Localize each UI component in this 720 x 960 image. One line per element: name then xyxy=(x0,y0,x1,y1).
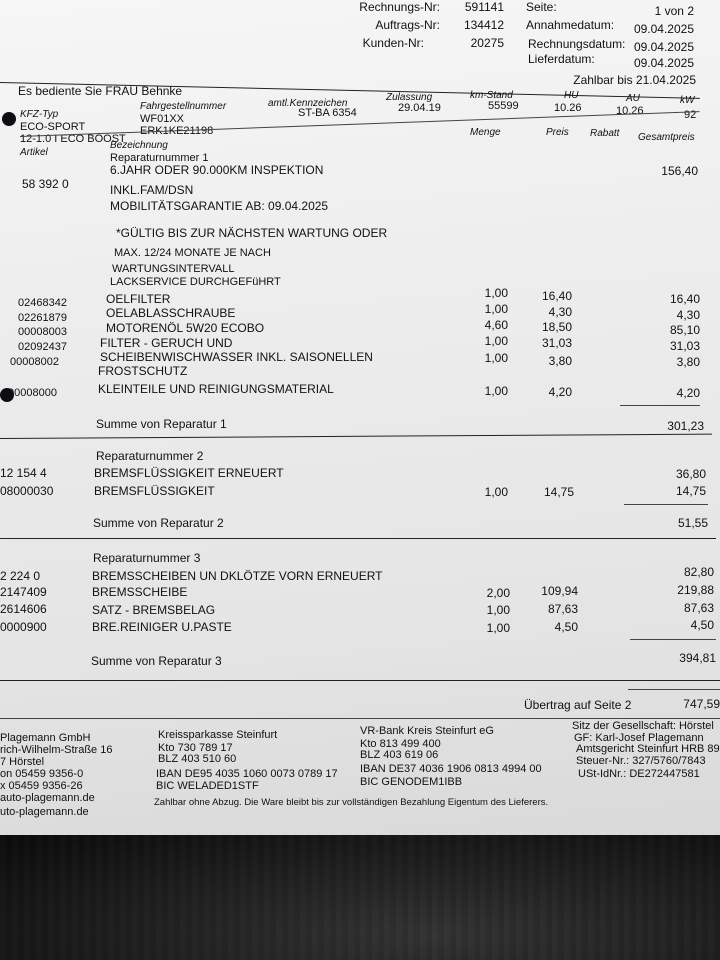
footer-line: IBAN DE37 4036 1906 0813 4994 00 xyxy=(360,763,542,775)
item-artikel: 00008000 xyxy=(8,387,57,399)
seite-value: 1 von 2 xyxy=(654,4,694,18)
section-rule xyxy=(0,434,712,439)
item-artikel: 2 224 0 xyxy=(0,569,41,583)
h-kw: kW xyxy=(680,95,695,106)
item-desc: KLEINTEILE UND REINIGUNGSMATERIAL xyxy=(98,382,334,396)
kennzeichen: ST-BA 6354 xyxy=(298,107,357,119)
footer-line: uto-plagemann.de xyxy=(0,806,89,818)
au-value: 10.26 xyxy=(616,105,644,117)
item-artikel: 08000030 xyxy=(0,484,54,498)
footer-line: Kto 813 499 400 xyxy=(360,738,441,750)
item-artikel: 2614606 xyxy=(0,602,47,616)
payment-note: Zahlbar ohne Abzug. Die Ware bleibt bis zur vollständigen Bezahlung Eigentum des Lieferers. xyxy=(154,797,549,808)
item-desc: BRE.REINIGER U.PASTE xyxy=(92,620,232,634)
lieferdatum-label: Lieferdatum: xyxy=(528,52,595,66)
rep2-sum-label: Summe von Reparatur 2 xyxy=(93,516,224,530)
item-artikel: 2147409 xyxy=(0,585,47,599)
footer-line: GF: Karl-Josef Plagemann xyxy=(574,732,704,744)
item-artikel: 00008003 xyxy=(18,326,67,338)
item-preis: 18,50 xyxy=(541,320,572,334)
footer-line: BLZ 403 510 60 xyxy=(158,753,237,765)
rep1-line: 6.JAHR ODER 90.000KM INSPEKTION xyxy=(110,163,324,177)
rep3-sum: 394,81 xyxy=(679,651,716,665)
kfz-line2: 12-1.0 I ECO BOOST xyxy=(20,133,126,145)
rep3-sum-label: Summe von Reparatur 3 xyxy=(91,654,222,668)
item-desc: FILTER - GERUCH UND xyxy=(100,336,233,350)
item-desc: MOTORENÖL 5W20 ECOBO xyxy=(106,321,265,335)
item-preis: 3,80 xyxy=(548,354,572,368)
col-bezeichnung: Bezeichnung xyxy=(110,140,168,151)
fahrgestell-line1: WF01XX xyxy=(140,113,185,125)
uebertrag-value: 747,59 xyxy=(683,697,720,711)
rep2-title: Reparaturnummer 2 xyxy=(96,449,204,463)
item-menge: 1,00 xyxy=(486,603,510,617)
rep1-line: MOBILITÄTSGARANTIE AB: 09.04.2025 xyxy=(110,199,329,213)
footer-line: x 05459 9356-26 xyxy=(0,780,83,792)
item-desc: BREMSSCHEIBE xyxy=(92,585,188,599)
h-kfz-typ: KFZ-Typ xyxy=(20,109,59,120)
item-menge: 1,00 xyxy=(484,351,508,365)
item-artikel: 02468342 xyxy=(18,297,67,309)
item-desc: OELFILTER xyxy=(106,292,171,306)
footer-line: Kto 730 789 17 xyxy=(158,742,233,754)
col-rabatt: Rabatt xyxy=(590,128,620,139)
rep3-title: Reparaturnummer 3 xyxy=(93,551,201,565)
item-artikel: 00008002 xyxy=(10,356,59,368)
h-km-stand: km-Stand xyxy=(470,90,513,101)
item-gesamt: 4,30 xyxy=(676,308,700,322)
footer-line: on 05459 9356-0 xyxy=(0,768,84,780)
rep1-line: WARTUNGSINTERVALL xyxy=(112,263,235,275)
rep1-line: MAX. 12/24 MONATE JE NACH xyxy=(114,247,271,259)
item-desc: SCHEIBENWISCHWASSER INKL. SAISONELLEN xyxy=(100,350,373,364)
h-hu: HU xyxy=(564,90,579,101)
footer-line: BIC WELADED1STF xyxy=(156,780,259,792)
item-menge: 4,60 xyxy=(484,318,508,332)
punch-hole-top xyxy=(2,112,16,126)
item-desc: BREMSFLÜSSIGKEIT ERNEUERT xyxy=(94,466,284,480)
item-preis: 109,94 xyxy=(541,584,578,598)
annahmedatum-label: Annahmedatum: xyxy=(526,18,615,32)
footer-line: Plagemann GmbH xyxy=(0,732,91,744)
item-desc: OELABLASSCHRAUBE xyxy=(106,306,236,320)
item-gesamt: 87,63 xyxy=(683,601,714,615)
item-menge: 1,00 xyxy=(484,334,508,348)
section-rule xyxy=(0,538,716,539)
footer-line: 7 Hörstel xyxy=(0,756,45,768)
footer-line: USt-IdNr.: DE272447581 xyxy=(578,768,700,780)
item-preis: 4,50 xyxy=(554,620,578,634)
subtotal-rule xyxy=(630,639,716,640)
footer-line: Amtsgericht Steinfurt HRB 89 xyxy=(576,743,720,755)
zulassung: 29.04.19 xyxy=(398,102,441,114)
item-gesamt: 3,80 xyxy=(676,355,700,369)
col-artikel: Artikel xyxy=(20,147,48,158)
item-gesamt: 4,20 xyxy=(676,386,700,400)
item-gesamt: 16,40 xyxy=(669,292,700,306)
auftrags-nr: 134412 xyxy=(463,18,504,32)
footer-line: Sitz der Gesellschaft: Hörstel xyxy=(572,720,714,732)
item-preis: 4,30 xyxy=(548,305,572,319)
footer-line: IBAN DE95 4035 1060 0073 0789 17 xyxy=(156,768,338,780)
item-desc: SATZ - BREMSBELAG xyxy=(92,603,216,617)
item-menge: 1,00 xyxy=(484,384,508,398)
hu-value: 10.26 xyxy=(554,102,582,114)
kfz-line1: ECO-SPORT xyxy=(20,121,86,133)
kunden-nr: 20275 xyxy=(470,36,504,50)
item-preis: 87,63 xyxy=(547,602,578,616)
rep1-artikel: 58 392 0 xyxy=(22,177,69,191)
km-stand: 55599 xyxy=(488,100,519,112)
kw-value: 92 xyxy=(684,109,697,121)
seite-label: Seite: xyxy=(526,0,557,14)
fahrgestell-line2: ERK1KE21198 xyxy=(140,125,214,137)
item-menge: 1,00 xyxy=(484,302,508,316)
footer-line: Steuer-Nr.: 327/5760/7843 xyxy=(576,755,706,767)
rep1-line: INKL.FAM/DSN xyxy=(110,183,194,197)
rep1-sum-label: Summe von Reparatur 1 xyxy=(96,417,227,431)
item-artikel: 0000900 xyxy=(0,620,47,634)
rep1-title: Reparaturnummer 1 xyxy=(110,152,209,164)
background-surface xyxy=(0,835,720,960)
footer-line: rich-Wilhelm-Straße 16 xyxy=(0,744,113,756)
rechnungsdatum-label: Rechnungsdatum: xyxy=(528,37,626,51)
uebertrag-label: Übertrag auf Seite 2 xyxy=(524,698,632,712)
item-artikel: 02092437 xyxy=(18,341,67,353)
item-desc: BREMSFLÜSSIGKEIT xyxy=(94,484,215,498)
item-gesamt: 82,80 xyxy=(683,565,714,579)
annahmedatum: 09.04.2025 xyxy=(633,22,694,36)
h-kennzeichen: amtl.Kennzeichen xyxy=(268,98,348,109)
auftrags-nr-label: Auftrags-Nr: xyxy=(375,18,440,32)
footer-line: BIC GENODEM1IBB xyxy=(360,776,463,788)
subtotal-rule xyxy=(620,405,700,406)
uebertrag-rule xyxy=(628,689,720,690)
item-gesamt: 219,88 xyxy=(677,583,714,597)
rep1-line: *GÜLTIG BIS ZUR NÄCHSTEN WARTUNG ODER xyxy=(116,226,388,240)
item-gesamt: 4,50 xyxy=(690,618,714,632)
col-gesamtpreis: Gesamtpreis xyxy=(638,132,695,143)
item-desc: BREMSSCHEIBEN UN DKLÖTZE VORN ERNEUERT xyxy=(92,569,383,583)
item-menge: 1,00 xyxy=(484,286,508,300)
h-fahrgestell: Fahrgestellnummer xyxy=(140,101,227,112)
item-artikel: 02261879 xyxy=(18,312,67,324)
rep2-sum: 51,55 xyxy=(677,516,708,530)
item-gesamt: 85,10 xyxy=(669,323,700,337)
col-menge: Menge xyxy=(470,127,501,138)
item-preis: 4,20 xyxy=(548,385,572,399)
rechnungs-nr-label: Rechnungs-Nr: xyxy=(359,0,440,14)
rep1-sum: 301,23 xyxy=(667,419,704,433)
item-gesamt: 31,03 xyxy=(669,339,700,353)
item-gesamt: 14,75 xyxy=(675,484,706,498)
footer-line: BLZ 403 619 06 xyxy=(360,749,439,761)
col-preis: Preis xyxy=(546,127,569,138)
item-menge: 1,00 xyxy=(484,485,508,499)
item-menge: 2,00 xyxy=(486,586,510,600)
item-menge: 1,00 xyxy=(486,621,510,635)
kunden-nr-label: Kunden-Nr: xyxy=(362,36,424,50)
item-gesamt: 36,80 xyxy=(675,467,706,481)
rep1-service-total: 156,40 xyxy=(661,164,698,178)
bediente-text: Es bediente Sie FRAU Behnke xyxy=(18,84,183,98)
rechnungs-nr: 591141 xyxy=(464,0,504,14)
footer-line: VR-Bank Kreis Steinfurt eG xyxy=(360,725,494,737)
zahlbar-bis: Zahlbar bis 21.04.2025 xyxy=(573,73,696,87)
footer-line: Kreissparkasse Steinfurt xyxy=(158,729,278,741)
lieferdatum: 09.04.2025 xyxy=(633,56,694,70)
rechnungsdatum: 09.04.2025 xyxy=(633,40,694,54)
item-desc: FROSTSCHUTZ xyxy=(98,364,188,378)
item-preis: 14,75 xyxy=(543,485,574,499)
footer-line: auto-plagemann.de xyxy=(0,792,95,804)
item-artikel: 12 154 4 xyxy=(0,466,47,480)
h-au: AU xyxy=(626,93,640,104)
subtotal-rule xyxy=(624,504,708,505)
h-zulassung: Zulassung xyxy=(386,92,433,103)
rep1-line: LACKSERVICE DURCHGEFüHRT xyxy=(110,276,281,288)
section-rule xyxy=(0,680,720,681)
item-preis: 16,40 xyxy=(541,289,572,303)
background-shade xyxy=(0,835,720,960)
item-preis: 31,03 xyxy=(541,336,572,350)
